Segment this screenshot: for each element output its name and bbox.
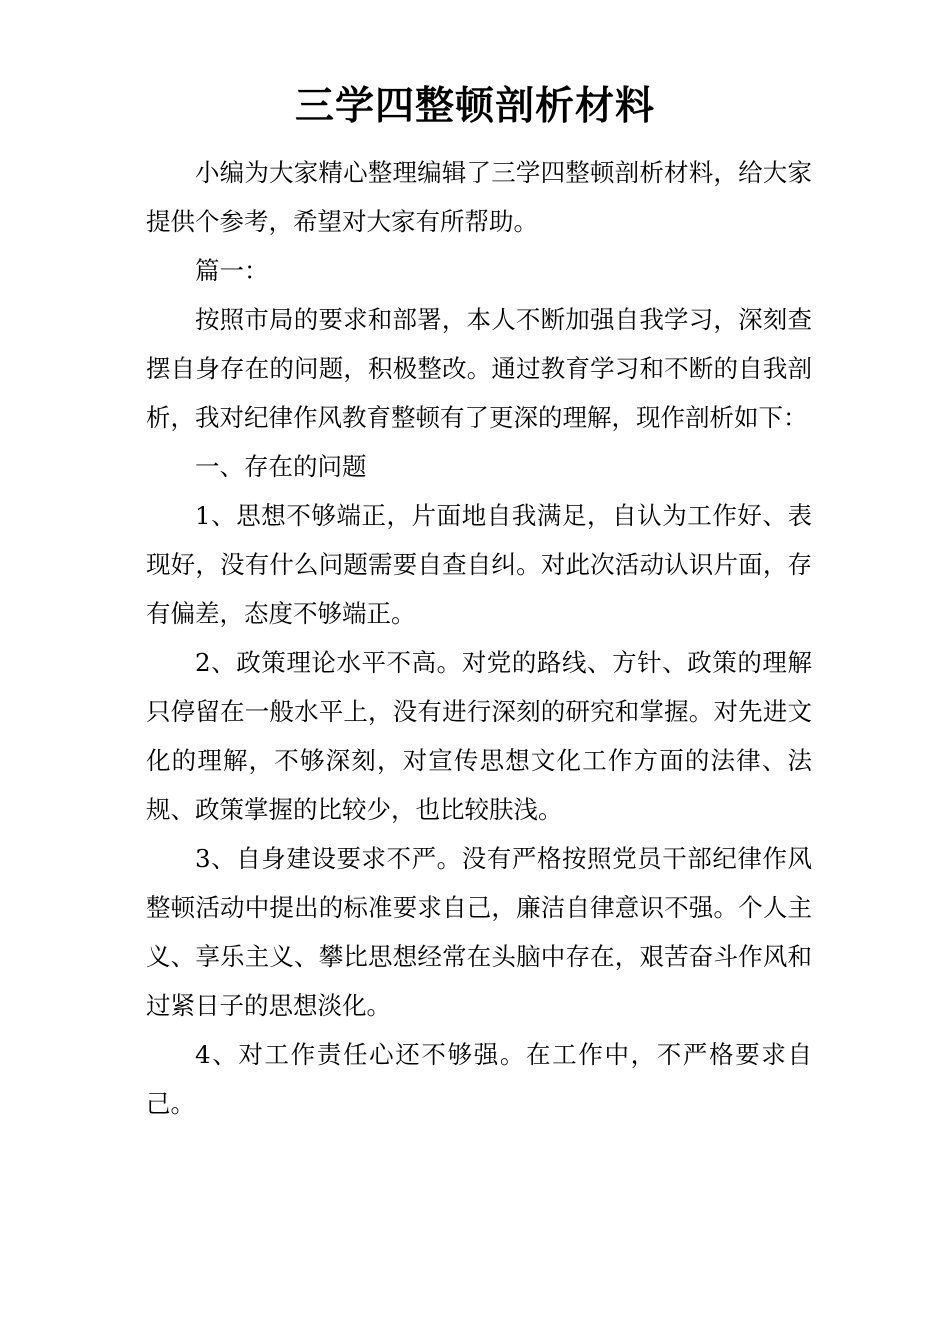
paragraph-opening: 按照市局的要求和部署，本人不断加强自我学习，深刻查摆自身存在的问题，积极整改。通过教育学习和不断的自我剖析，我对纪律作风教育整顿有了更深的理解，现作剖析如下： bbox=[146, 305, 812, 432]
paragraph-item-4: 4、对工作责任心还不够强。在工作中，不严格要求自己。 bbox=[146, 1040, 812, 1118]
paragraph-item-3: 3、自身建设要求不严。没有严格按照党员干部纪律作风整顿活动中提出的标准要求自己，廉洁自律意识不强。个人主义、享乐主义、攀比思想经常在头脑中存在，艰苦奋斗作风和过紧日子的思想淡化。 bbox=[146, 844, 812, 1020]
document-title: 三学四整顿剖析材料 bbox=[294, 83, 655, 129]
paragraph-item-1: 1、思想不够端正，片面地自我满足，自认为工作好、表现好，没有什么问题需要自查自纠。对此次活动认识片面，存有偏差，态度不够端正。 bbox=[146, 501, 812, 628]
paragraph-section-label: 篇一： bbox=[195, 256, 269, 285]
paragraph-item-2: 2、政策理论水平不高。对党的路线、方针、政策的理解只停留在一般水平上，没有进行深刻的研究和掌握。对先进文化的理解，不够深刻，对宣传思想文化工作方面的法律、法规、政策掌握的比较少，也比较肤浅。 bbox=[146, 648, 812, 824]
paragraph-intro: 小编为大家精心整理编辑了三学四整顿剖析材料，给大家提供个参考，希望对大家有所帮助。 bbox=[146, 158, 812, 236]
section-heading: 一、存在的问题 bbox=[195, 452, 367, 481]
document-body bbox=[146, 148, 812, 1128]
